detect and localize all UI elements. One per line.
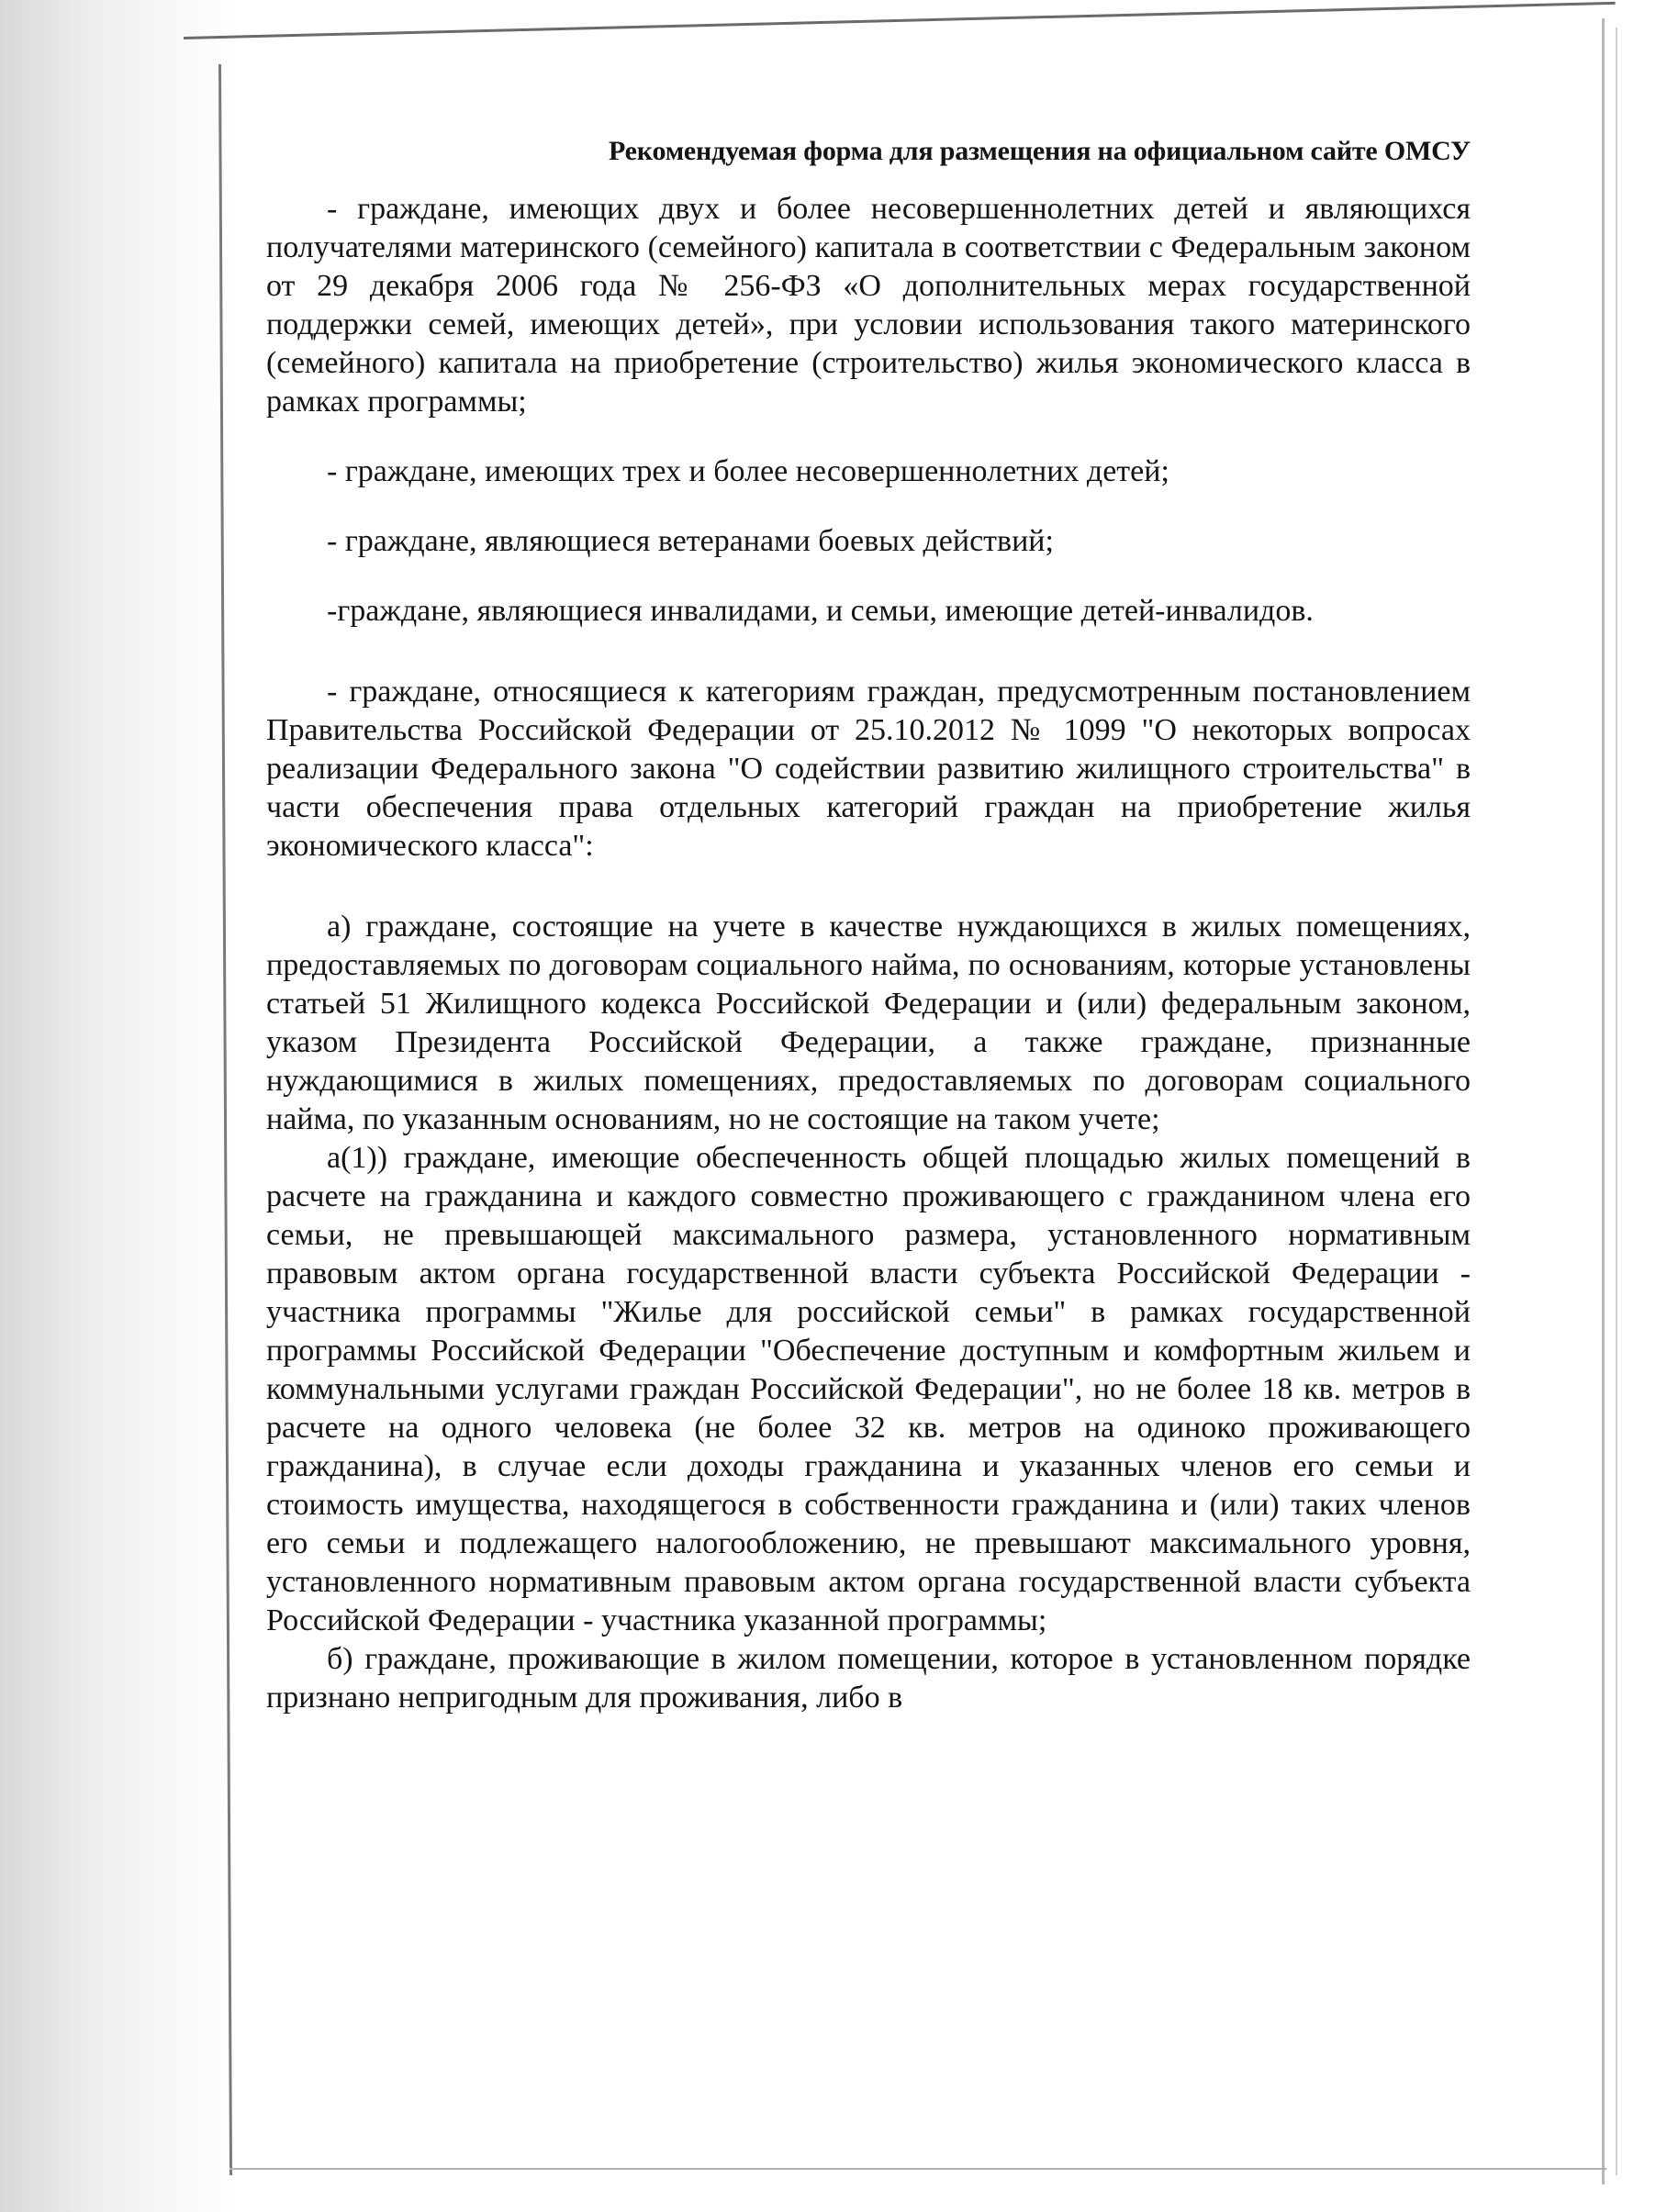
scan-page-edge-right-back: [1616, 28, 1617, 2175]
document-page: [266, 133, 1471, 1717]
paragraph-item-b: б) граждане, проживающие в жилом помещении, которое в установленном порядке признано непригодным для проживания, либо в: [266, 1642, 1471, 1715]
paragraph-disabled: -граждане, являющиеся инвалидами, и семьи, имеющие детей-инвалидов.: [327, 594, 1314, 628]
document-header: Рекомендуемая форма для размещения на официальном сайте ОМСУ: [608, 136, 1471, 166]
scan-page-edge-right: [1602, 18, 1605, 2184]
paragraph-combat-veterans: - граждане, являющиеся ветеранами боевых действий;: [327, 524, 1054, 558]
paragraph-three-children: - граждане, имеющих трех и более несовершеннолетних детей;: [327, 454, 1169, 488]
paragraph-item-a: а) граждане, состоящие на учете в качестве нуждающихся в жилых помещениях, предоставляемых по договорам социального найма, по основаниям, которые установлены статьей 51 Жилищного кодекса Российской Федерации и (или) федеральным законом, указом Президента Российской Федерации, а также граждане, признанные нуждающимися в жилых помещениях, предоставляемых по договорам социального найма, по указанным основаниям, но не состоящие на таком учете;: [266, 910, 1471, 1136]
scan-page-edge-bottom: [229, 2168, 1606, 2170]
paragraph-item-a1: а(1)) граждане, имеющие обеспеченность общей площадью жилых помещений в расчете на гражданина и каждого совместно проживающего с гражданином члена его семьи, не превышающей максимального размера, установленного нормативным правовым актом органа государственной власти субъекта Российской Федерации - участника программы "Жилье для российской семьи" в рамках государственной программы Российской Федерации "Обеспечение доступным и комфортным жильем и коммунальными услугами граждан Российской Федерации", но не более 18 кв. метров в расчете на одного человека (не более 32 кв. метров на одиноко проживающего гражданина), в случае если доходы гражданина и указанных членов его семьи и стоимость имущества, находящегося в собственности гражданина и (или) таких членов его семьи и подлежащего налогообложению, не превышают максимального уровня, установленного нормативным правовым актом органа государственной власти субъекта Российской Федерации - участника указанной программы;: [266, 1141, 1471, 1637]
scan-shadow: [0, 0, 239, 2212]
paragraph-government-decree: - граждане, относящиеся к категориям граждан, предусмотренным постановлением Правительства Российской Федерации от 25.10.2012 № 1099 "О некоторых вопросах реализации Федерального закона "О содействии развитию жилищного строительства" в части обеспечения права отдельных категорий граждан на приобретение жилья экономического класса":: [266, 675, 1471, 863]
scan-page-edge-top: [184, 2, 1616, 73]
paragraph-maternity-capital: - граждане, имеющих двух и более несовершеннолетних детей и являющихся получателями материнского (семейного) капитала в соответствии с Федеральным законом от 29 декабря 2006 года № 256-ФЗ «О дополнительных мерах государственной поддержки семей, имеющих детей», при условии использования такого материнского (семейного) капитала на приобретение (строительство) жилья экономического класса в рамках программы;: [266, 192, 1471, 419]
